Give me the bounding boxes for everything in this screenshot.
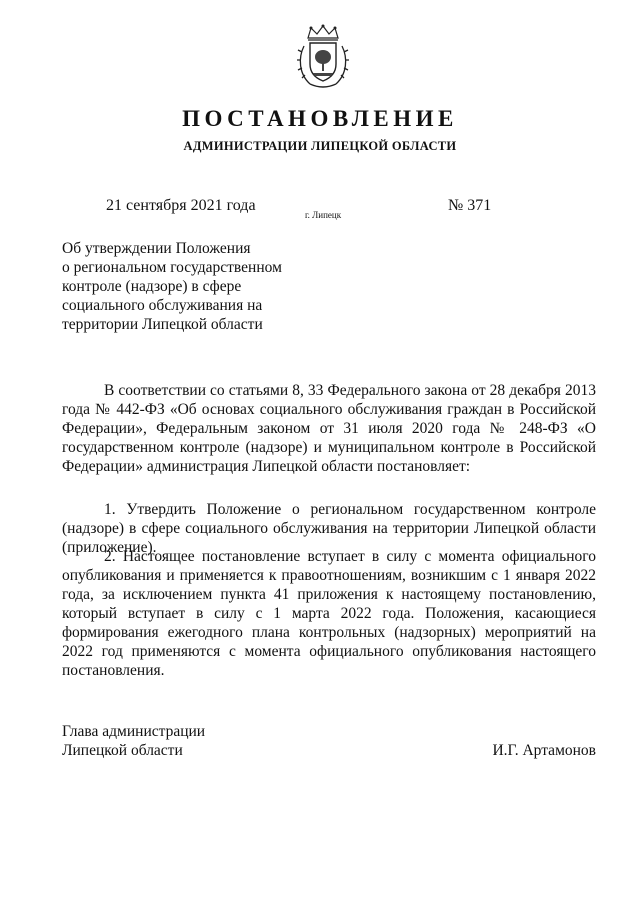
subject-line: о региональном государственном <box>62 259 282 276</box>
document-subject <box>62 239 302 334</box>
signatory-position-line: Липецкой области <box>62 742 183 759</box>
signatory-name: И.Г. Артамонов <box>492 742 596 759</box>
signatory-position <box>62 722 205 760</box>
document-date: 21 сентября 2021 года <box>106 197 256 214</box>
document-number: № 371 <box>448 197 492 214</box>
document-title: ПОСТАНОВЛЕНИЕ <box>182 106 458 131</box>
coat-of-arms-icon <box>296 24 350 90</box>
preamble-paragraph: В соответствии со статьями 8, 33 Федерального закона от 28 декабря 2013 года № 442-ФЗ «Об основах социального обслуживания граждан в Российской Федерации», Федеральным законом от 31 июля 2020 года № 248-ФЗ «О государственном контроле (надзоре) и муниципальном контроле в Российской Федерации» администрация Липецкой области постановляет: <box>62 382 596 475</box>
subject-line: социального обслуживания на <box>62 297 263 314</box>
signatory-position-line: Глава администрации <box>62 723 206 740</box>
resolution-item-2: 2. Настоящее постановление вступает в силу с момента официального опубликования и применяется к правоотношениям, возникшим с 1 января 2022 года, за исключением пункта 41 приложения к настоящему постановлению, который вступает в силу с 1 марта 2022 года. Положения, касающиеся формирования ежегодного плана контрольных (надзорных) мероприятий на 2022 год применяются с момента официального опубликования настоящего постановления. <box>62 548 596 679</box>
document-subtitle: АДМИНИСТРАЦИИ ЛИПЕЦКОЙ ОБЛАСТИ <box>183 139 457 153</box>
document-city: г. Липецк <box>305 210 342 220</box>
subject-line: Об утверждении Положения <box>62 240 251 257</box>
subject-line: территории Липецкой области <box>62 316 263 333</box>
subject-line: контроле (надзоре) в сфере <box>62 278 242 295</box>
resolution-item-1: 1. Утвердить Положение о региональном государственном контроле (надзоре) в сфере социального обслуживания на территории Липецкой области (приложение). <box>62 501 596 556</box>
